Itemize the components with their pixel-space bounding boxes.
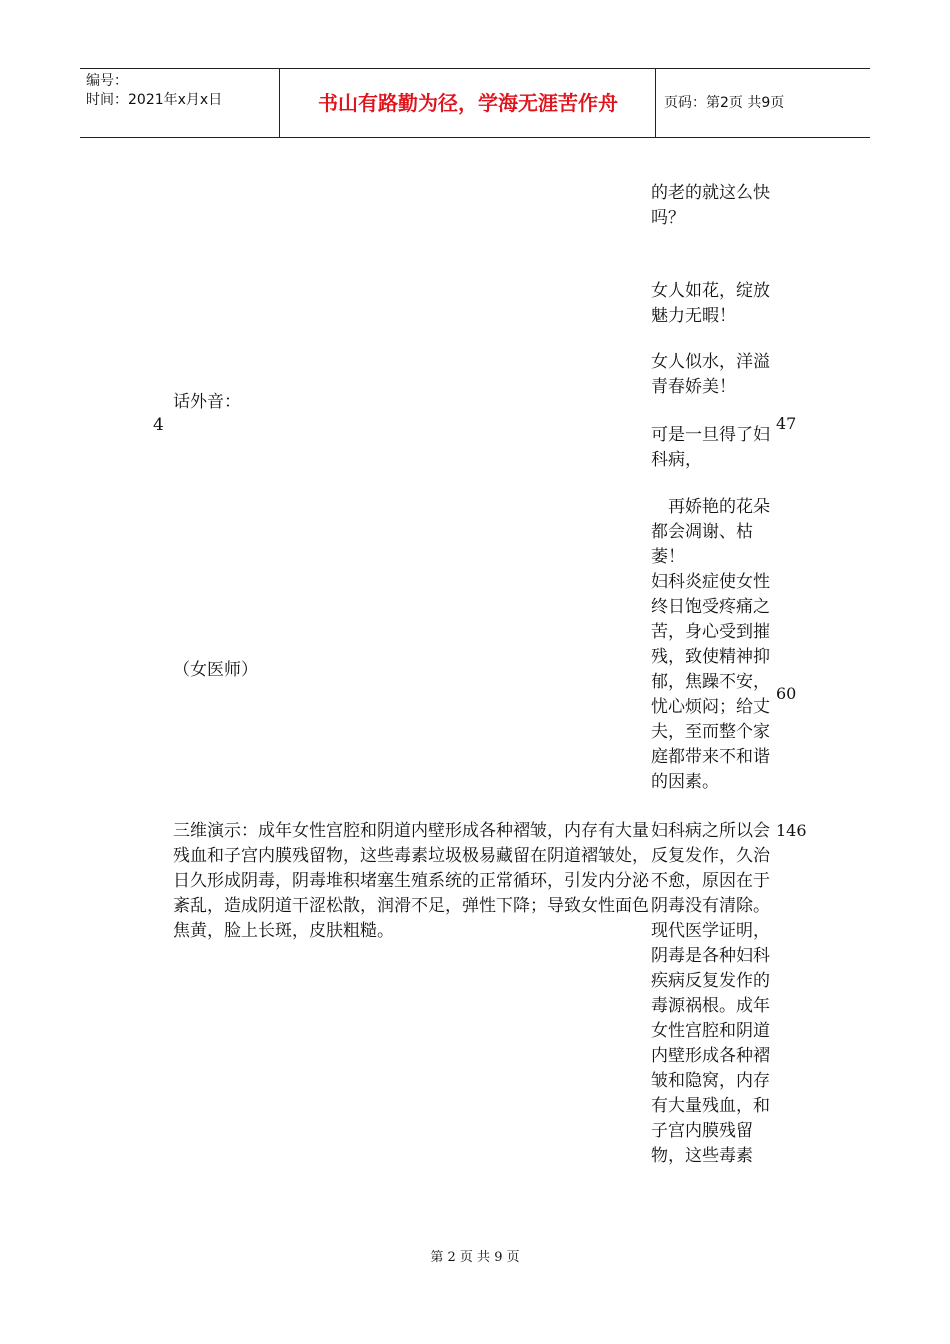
- time-label: 时间：2021年x月x日: [86, 92, 223, 108]
- duration-seconds: 47: [776, 414, 797, 433]
- duration-seconds: 146: [776, 821, 807, 840]
- row-index: 4: [153, 415, 164, 435]
- page-code: 页码：第2页 共9页: [664, 95, 785, 111]
- motto: 书山有路勤为径，学海无涯苦作舟: [281, 69, 656, 137]
- narration-line: 女人似水，洋溢青春娇美！: [651, 352, 770, 397]
- header-meta-cell: [80, 69, 280, 137]
- narration-line: 妇科病之所以会反复发作，久治不愈，原因在于阴毒没有清除。现代医学证明，阴毒是各种妇科疾病反复发作的毒源祸根。成年女性宫腔和阴道内壁形成各种褶皱和隐窝，内存有大量残血，和子宫内膜残留物，这些毒素: [651, 821, 770, 1166]
- narration-line: 妇科炎症使女性终日饱受疼痛之苦，身心受到摧残，致使精神抑郁，焦躁不安，忧心烦闷；给丈夫，至而整个家庭都带来不和谐的因素。: [651, 572, 770, 792]
- number-label: 编号：: [86, 73, 128, 89]
- document-header: [80, 68, 870, 138]
- narration-line: 女人如花，绽放魅力无暇！: [651, 281, 770, 326]
- scene-description: 三维演示：成年女性宫腔和阴道内壁形成各种褶皱，内存有大量残血和子宫内膜残留物，这些毒素垃圾极易藏留在阴道褶皱处，日久形成阴毒，阴毒堆积堵塞生殖系统的正常循环，引发内分泌紊乱，造成阴道干涩松散，润滑不足，弹性下降；导致女性面色焦黄，脸上长斑，皮肤粗糙。: [173, 821, 649, 941]
- narration-line: 可是一旦得了妇科病，: [651, 425, 770, 470]
- narration-line: 的老的就这么快吗？: [651, 183, 770, 228]
- speaker-label: （女医师）: [173, 660, 258, 680]
- narration-line: 再娇艳的花朵都会凋谢、枯萎！: [651, 497, 770, 567]
- page-footer: 第 2 页 共 9 页: [430, 1250, 520, 1265]
- duration-seconds: 60: [776, 684, 797, 703]
- speaker-label: 话外音：: [173, 392, 241, 412]
